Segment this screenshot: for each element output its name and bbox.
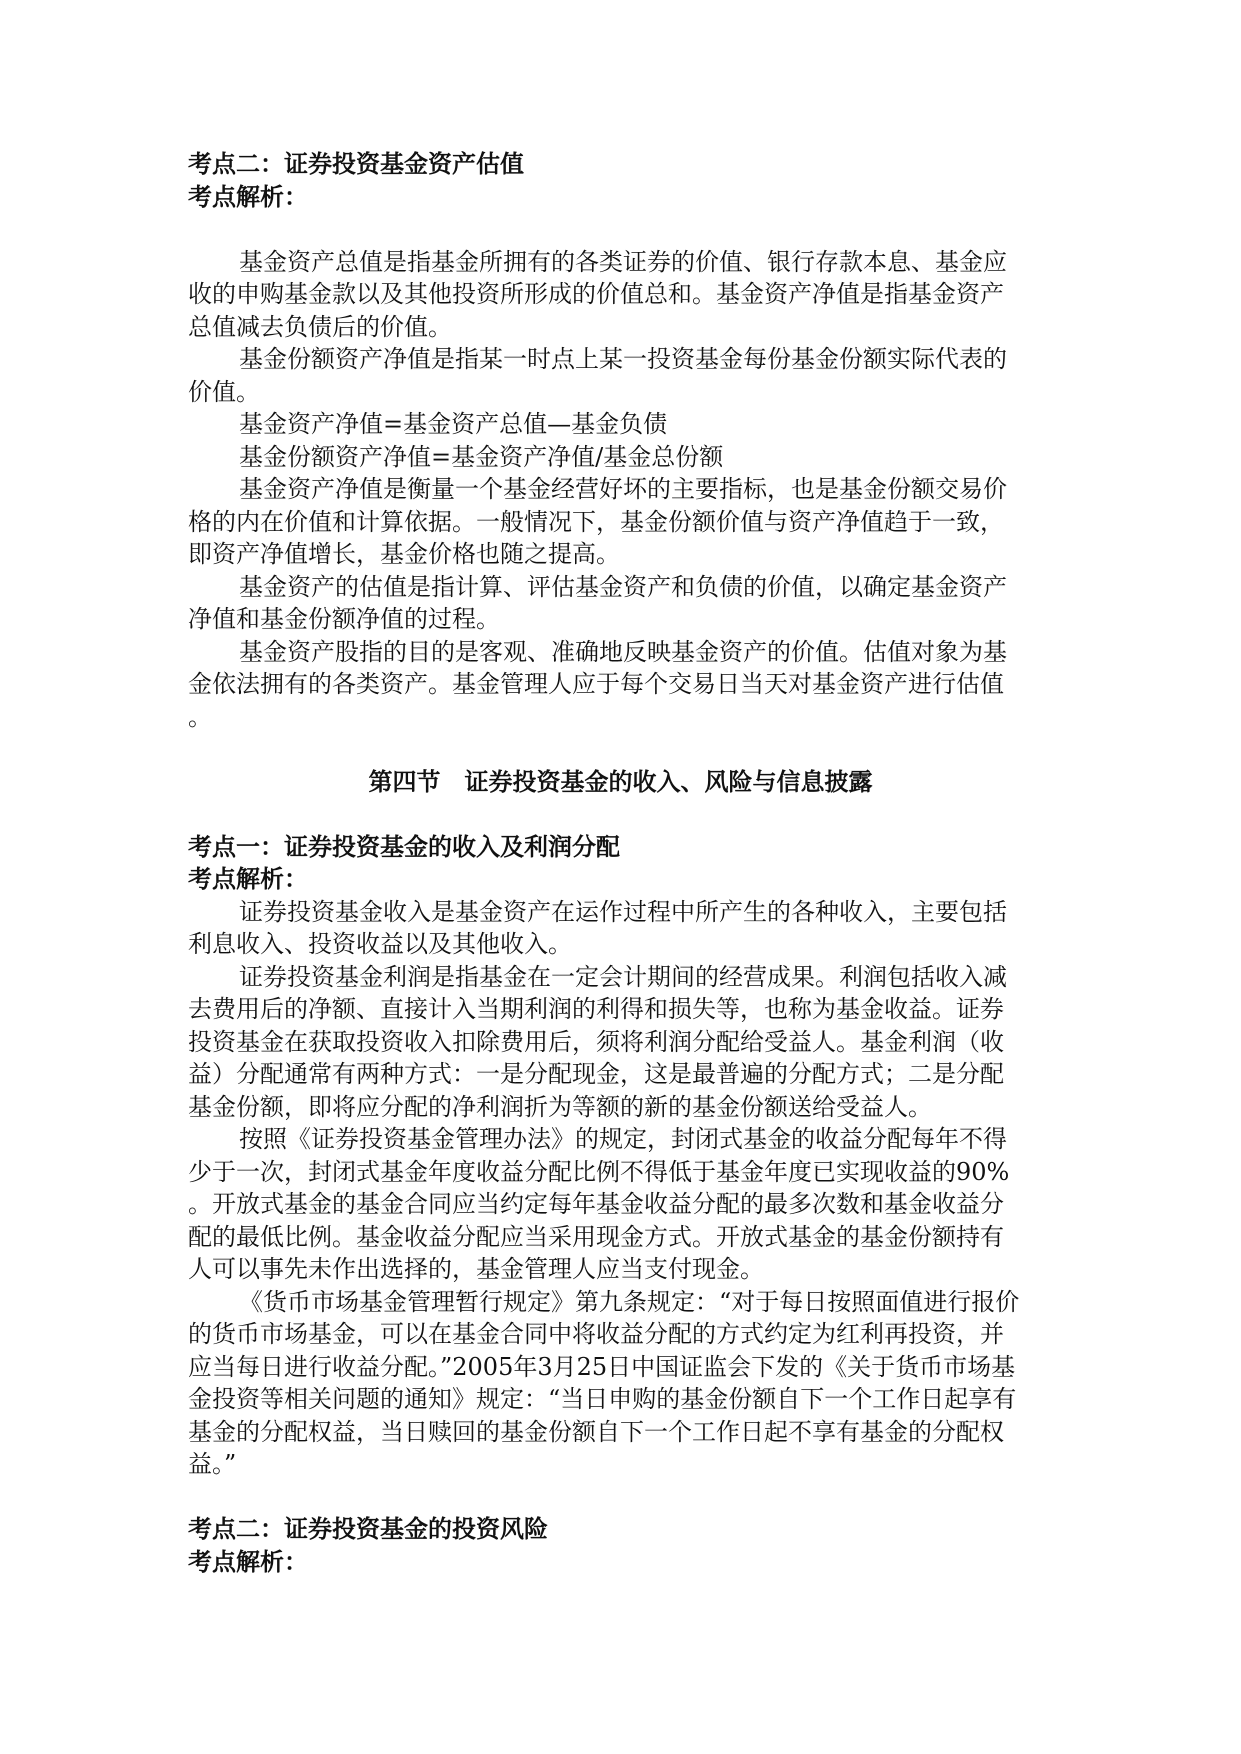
paragraph-line: 金投资等相关问题的通知》规定：“当日申购的基金份额自下一个工作日起享有 xyxy=(188,1385,1017,1413)
paragraph-line: 基金资产净值是衡量一个基金经营好坏的主要指标，也是基金份额交易价 xyxy=(239,475,1007,503)
formula-line: 基金资产净值=基金资产总值—基金负债 xyxy=(239,410,668,438)
kp1-title: 考点一：证券投资基金的收入及利润分配 xyxy=(188,832,620,861)
spacer xyxy=(188,798,1053,831)
paragraph-line: 《货币市场基金管理暂行规定》第九条规定：“对于每日按照面值进行报价 xyxy=(239,1287,1020,1316)
paragraph-line: 总值减去负债后的价值。 xyxy=(188,312,452,341)
paragraph-line: 基金份额资产净值是指某一时点上某一投资基金每份基金份额实际代表的 xyxy=(239,345,1007,373)
paragraph-line: 投资基金在获取投资收入扣除费用后，须将利润分配给受益人。基金利润（收 xyxy=(188,1027,1004,1056)
paragraph-line: 应当每日进行收益分配。”2005年3月25日中国证监会下发的《关于货币市场基 xyxy=(188,1352,1016,1381)
spacer xyxy=(188,733,1053,766)
paragraph-line: 基金的分配权益，当日赎回的基金份额自下一个工作日起不享有基金的分配权 xyxy=(188,1417,1004,1446)
kp2-analysis-label: 考点解析： xyxy=(188,182,308,211)
paragraph-line: 益）分配通常有两种方式：一是分配现金，这是最普遍的分配方式；二是分配 xyxy=(188,1060,1004,1088)
paragraph-line: 利息收入、投资收益以及其他收入。 xyxy=(188,930,572,958)
paragraph-line: 即资产净值增长，基金价格也随之提高。 xyxy=(188,540,620,568)
spacer xyxy=(188,213,1053,246)
paragraph-line: 。开放式基金的基金合同应当约定每年基金收益分配的最多次数和基金收益分 xyxy=(188,1190,1004,1218)
spacer xyxy=(188,1481,1053,1514)
section-title: 第四节 证券投资基金的收入、风险与信息披露 xyxy=(368,767,873,796)
paragraph-line: 证券投资基金收入是基金资产在运作过程中所产生的各种收入，主要包括 xyxy=(239,897,1007,926)
paragraph-line: 收的申购基金款以及其他投资所形成的价值总和。基金资产净值是指基金资产 xyxy=(188,280,1004,308)
paragraph-line: 少于一次，封闭式基金年度收益分配比例不得低于基金年度已实现收益的90% xyxy=(188,1157,1010,1186)
paragraph-line: 格的内在价值和计算依据。一般情况下，基金份额价值与资产净值趋于一致， xyxy=(188,507,1004,536)
paragraph-line: 去费用后的净额、直接计入当期利润的利得和损失等，也称为基金收益。证券 xyxy=(188,995,1004,1023)
paragraph-line: 配的最低比例。基金收益分配应当采用现金方式。开放式基金的基金份额持有 xyxy=(188,1222,1004,1251)
paragraph-line: 按照《证券投资基金管理办法》的规定，封闭式基金的收益分配每年不得 xyxy=(239,1125,1007,1153)
kp1-analysis-label: 考点解析： xyxy=(188,865,308,893)
paragraph-line: 证券投资基金利润是指基金在一定会计期间的经营成果。利润包括收入减 xyxy=(239,962,1007,991)
kp2b-analysis-label: 考点解析： xyxy=(188,1547,308,1576)
paragraph-line: 的货币市场基金，可以在基金合同中将收益分配的方式约定为红利再投资，并 xyxy=(188,1320,1004,1348)
paragraph-line: 基金资产的估值是指计算、评估基金资产和负债的价值，以确定基金资产 xyxy=(239,572,1007,601)
kp2b-title: 考点二：证券投资基金的投资风险 xyxy=(188,1515,548,1543)
document-page xyxy=(188,148,1053,1578)
paragraph-line: 基金份额，即将应分配的净利润折为等额的新的基金份额送给受益人。 xyxy=(188,1092,932,1121)
formula-line: 基金份额资产净值=基金资产净值/基金总份额 xyxy=(239,442,724,471)
paragraph-line: 。 xyxy=(188,702,212,731)
paragraph-line: 价值。 xyxy=(188,377,260,406)
paragraph-line: 人可以事先未作出选择的，基金管理人应当支付现金。 xyxy=(188,1255,764,1283)
kp2-title: 考点二：证券投资基金资产估值 xyxy=(188,150,524,178)
paragraph-line: 益。” xyxy=(188,1450,237,1478)
paragraph-line: 基金资产总值是指基金所拥有的各类证券的价值、银行存款本息、基金应 xyxy=(239,247,1007,276)
paragraph-line: 净值和基金份额净值的过程。 xyxy=(188,605,500,633)
paragraph-line: 基金资产股指的目的是客观、准确地反映基金资产的价值。估值对象为基 xyxy=(239,637,1007,666)
paragraph-line: 金依法拥有的各类资产。基金管理人应于每个交易日当天对基金资产进行估值 xyxy=(188,670,1004,698)
